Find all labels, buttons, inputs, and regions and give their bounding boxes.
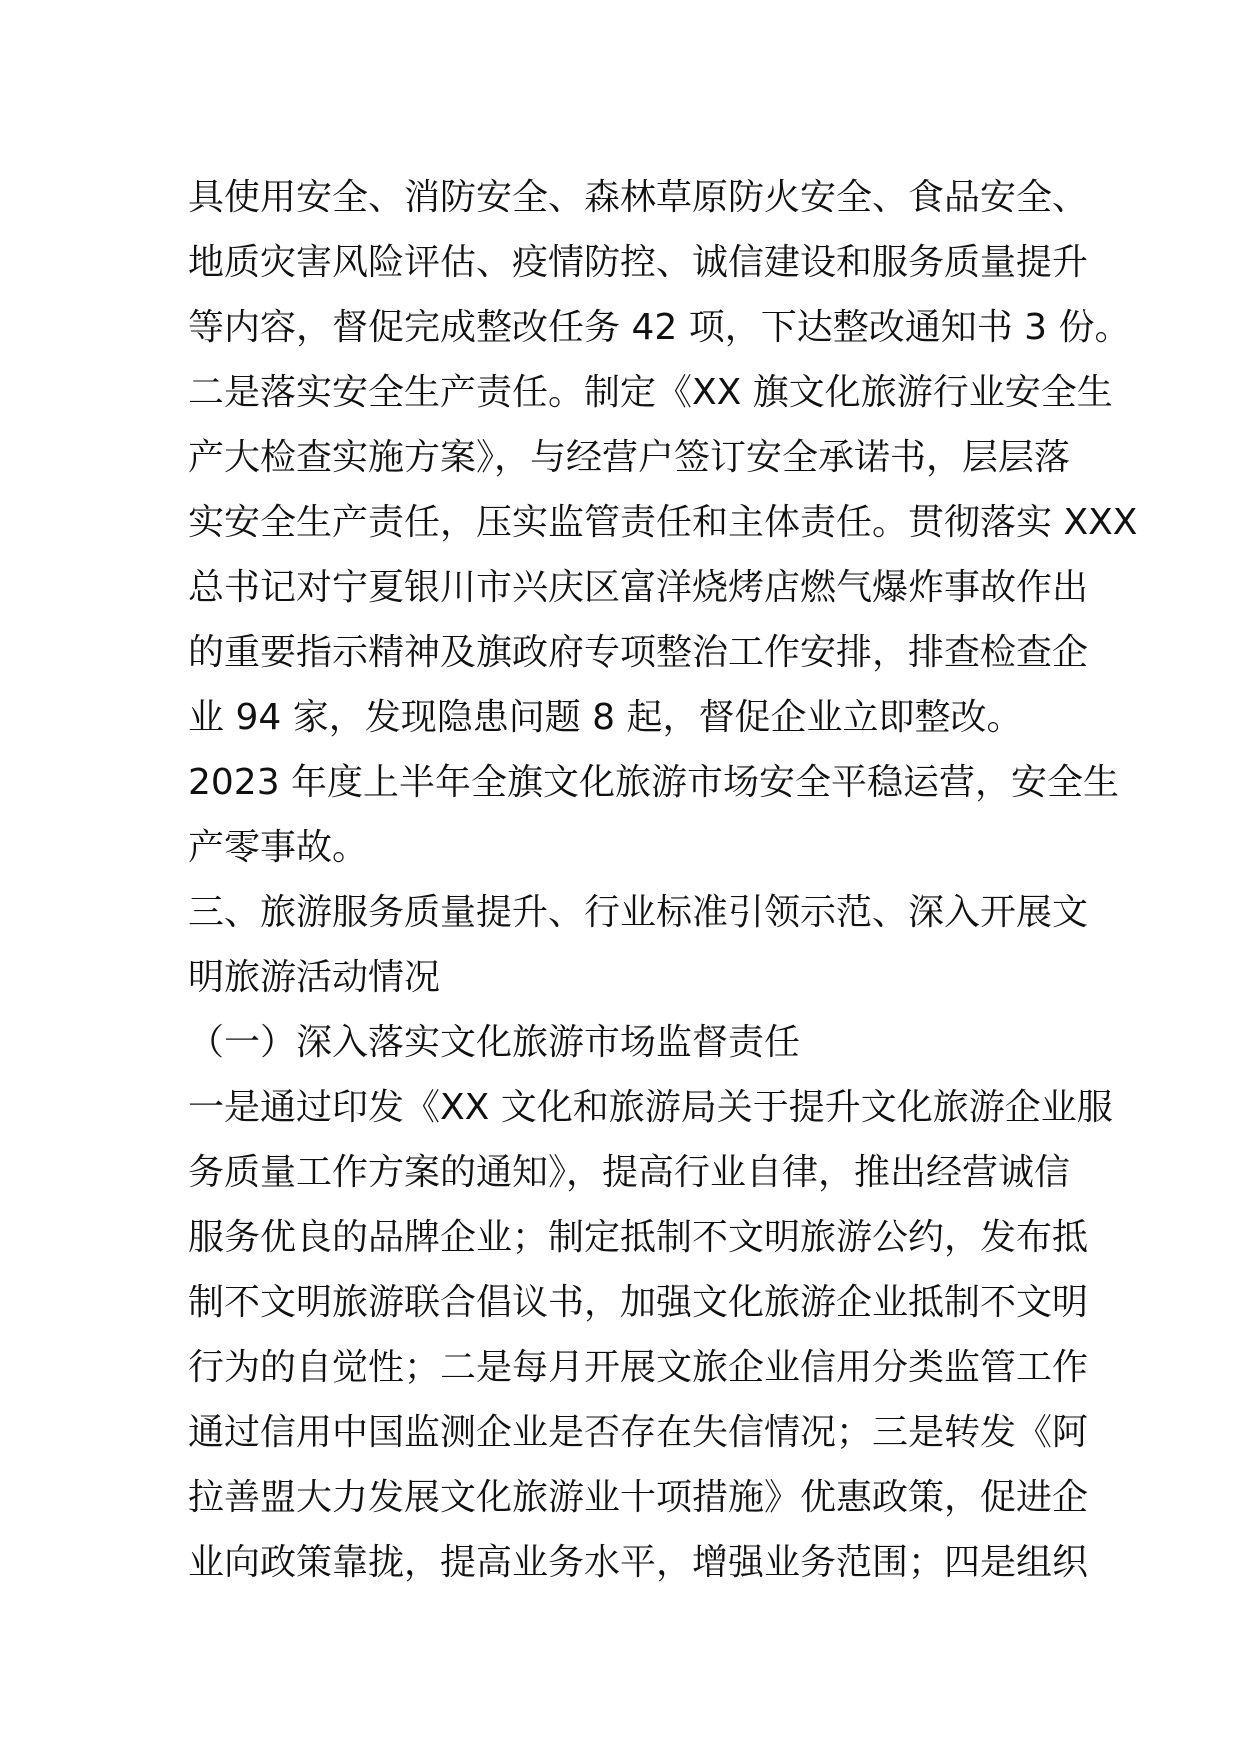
text-line: 产大检查实施方案》，与经营户签订安全承诺书，层层落 bbox=[188, 437, 1071, 478]
section-heading-line: 三、旅游服务质量提升、行业标准引领示范、深入开展文 bbox=[188, 892, 1089, 933]
text-line: 行为的自觉性；二是每月开展文旅企业信用分类监管工作 bbox=[188, 1347, 1089, 1388]
text-line: 2023 年度上半年全旗文化旅游市场安全平稳运营，安全生 bbox=[188, 762, 1120, 803]
text-line: 服务优良的品牌企业；制定抵制不文明旅游公约，发布抵 bbox=[188, 1217, 1089, 1258]
subsection-heading: （一）深入落实文化旅游市场监督责任 bbox=[188, 1022, 801, 1063]
text-line: 制不文明旅游联合倡议书，加强文化旅游企业抵制不文明 bbox=[188, 1282, 1089, 1323]
text-line: 实安全生产责任，压实监管责任和主体责任。贯彻落实 XXX bbox=[188, 502, 1138, 543]
text-line: 二是落实安全生产责任。制定《XX 旗文化旅游行业安全生 bbox=[188, 372, 1113, 413]
text-line: 业向政策靠拢，提高业务水平，增强业务范围；四是组织 bbox=[188, 1542, 1089, 1583]
text-line: 一是通过印发《XX 文化和旅游局关于提升文化旅游企业服 bbox=[188, 1087, 1113, 1128]
text-line: 拉善盟大力发展文化旅游业十项措施》优惠政策，促进企 bbox=[188, 1477, 1089, 1518]
document-page bbox=[188, 165, 1138, 1595]
text-line: 通过信用中国监测企业是否存在失信情况；三是转发《阿 bbox=[188, 1412, 1089, 1453]
text-line: 等内容，督促完成整改任务 42 项，下达整改通知书 3 份。 bbox=[188, 307, 1131, 348]
text-line: 地质灾害风险评估、疫情防控、诚信建设和服务质量提升 bbox=[188, 242, 1089, 283]
text-line: 的重要指示精神及旗政府专项整治工作安排，排查检查企 bbox=[188, 632, 1089, 673]
text-line: 产零事故。 bbox=[188, 827, 369, 868]
text-line: 业 94 家，发现隐患问题 8 起，督促企业立即整改。 bbox=[188, 697, 1023, 738]
text-line: 具使用安全、消防安全、森林草原防火安全、食品安全、 bbox=[188, 177, 1089, 218]
section-heading-line: 明旅游活动情况 bbox=[188, 957, 441, 998]
text-line: 总书记对宁夏银川市兴庆区富洋烧烤店燃气爆炸事故作出 bbox=[188, 567, 1089, 608]
text-line: 务质量工作方案的通知》，提高行业自律，推出经营诚信 bbox=[188, 1152, 1071, 1193]
